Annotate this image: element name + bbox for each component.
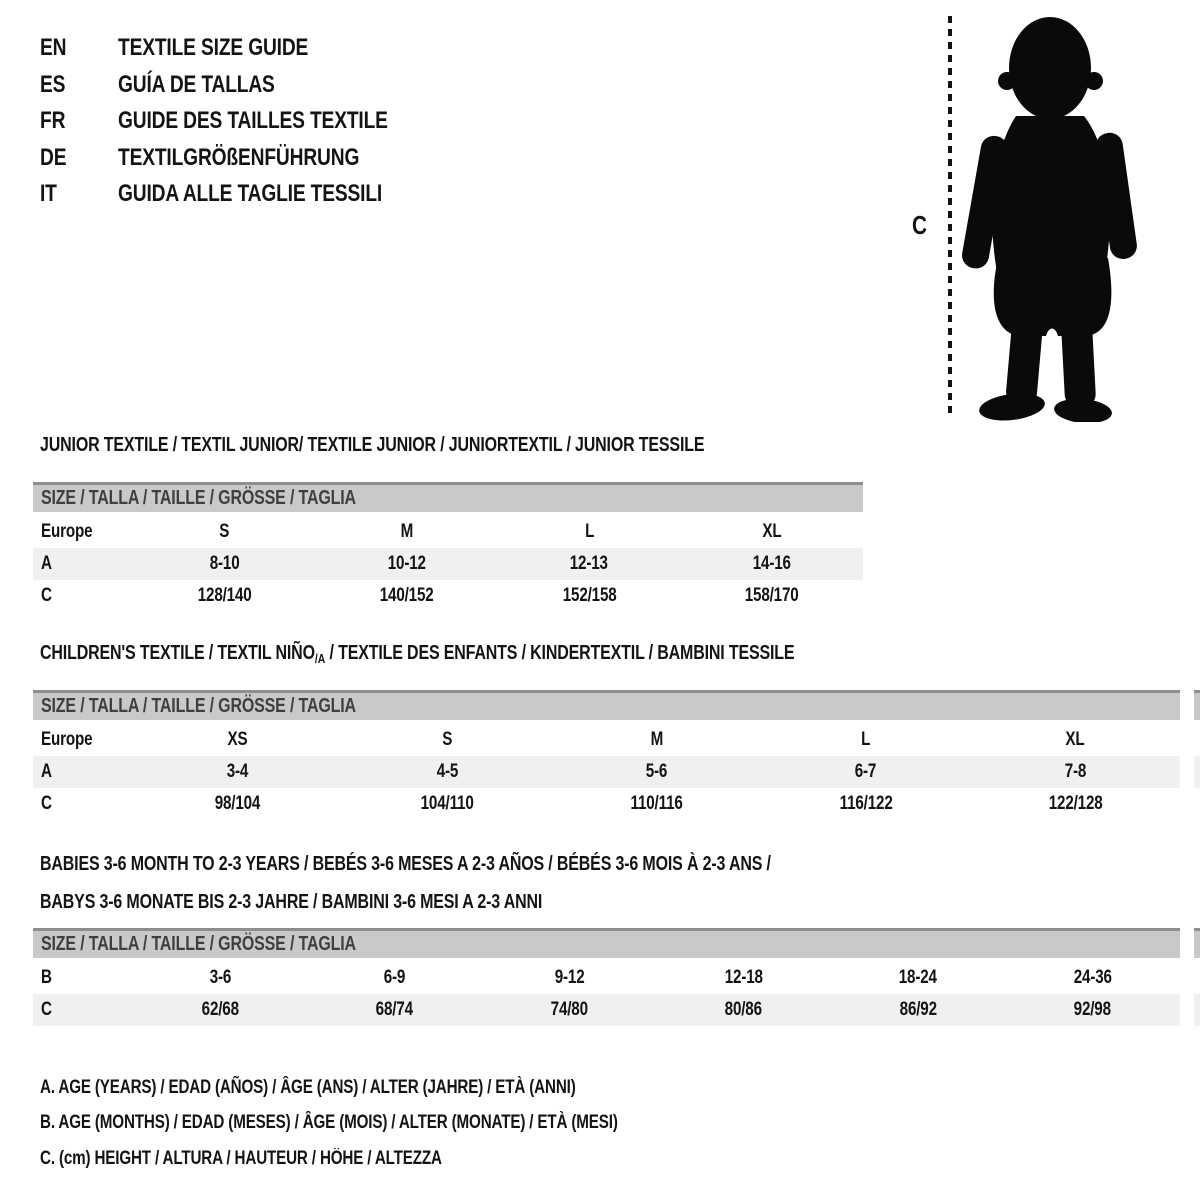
- age-cell: 12-13: [570, 553, 609, 574]
- size-cell: M: [650, 729, 663, 750]
- language-title: TEXTILE SIZE GUIDE: [118, 34, 309, 62]
- row-label: A: [41, 761, 52, 782]
- height-dashed-line: [948, 16, 952, 416]
- table-row-height: [33, 994, 1180, 1026]
- height-cell: 152/158: [562, 585, 617, 606]
- table-row-europe: [33, 516, 863, 548]
- age-cell: 5-6: [645, 761, 668, 782]
- language-title: GUIDA ALLE TAGLIE TESSILI: [118, 180, 383, 208]
- row-label: C: [41, 585, 52, 606]
- age-cell: 3-4: [226, 761, 249, 782]
- height-measure-label: C: [912, 210, 927, 240]
- height-cell: 62/68: [201, 999, 239, 1020]
- height-cell: 80/86: [725, 999, 763, 1020]
- months-cell: 24-36: [1073, 967, 1112, 988]
- section-title-babies: [40, 845, 954, 921]
- language-code: ES: [40, 70, 66, 98]
- height-cell: 98/104: [214, 793, 261, 814]
- height-cell: 116/122: [839, 793, 893, 814]
- language-row: [40, 103, 455, 140]
- babies-title-line2: BABYS 3-6 MONATE BIS 2-3 JAHRE / BAMBINI 3-6 MESI A 2-3 ANNI: [40, 891, 543, 913]
- section-title-junior: JUNIOR TEXTILE / TEXTIL JUNIOR/ TEXTILE JUNIOR / JUNIORTEXTIL / JUNIOR TESSILE: [40, 434, 705, 456]
- legend-age-years: A. AGE (YEARS) / EDAD (AÑOS) / ÂGE (ANS) / ALTER (JAHRE) / ETÀ (ANNI): [40, 1076, 576, 1098]
- table-row-age: [33, 756, 1180, 788]
- language-row: [40, 30, 455, 67]
- table-edge-sliver: [1194, 756, 1200, 788]
- row-label: B: [41, 967, 52, 988]
- language-row: [40, 67, 455, 104]
- row-label: C: [41, 999, 52, 1020]
- size-header-bar: SIZE / TALLA / TAILLE / GRÖSSE / TAGLIA: [33, 690, 1180, 720]
- row-label: Europe: [41, 521, 93, 542]
- age-cell: 4-5: [436, 761, 458, 782]
- language-title: GUÍA DE TALLAS: [118, 70, 275, 98]
- size-cell: XL: [1065, 729, 1085, 750]
- row-label: Europe: [41, 729, 93, 750]
- months-cell: 6-9: [384, 967, 406, 988]
- height-cell: 122/128: [1048, 793, 1103, 814]
- nino-a-subscript: /A: [314, 651, 326, 666]
- section-title-children: CHILDREN'S TEXTILE / TEXTIL $NIÑO_{/A}$ / TEXTILE DES ENFANTS / KINDERTEXTIL / BAMBINI TESSILE: [40, 642, 795, 666]
- language-code: FR: [40, 107, 66, 135]
- size-cell: S: [442, 729, 453, 750]
- size-cell: XS: [227, 729, 248, 750]
- height-cell: 158/170: [744, 585, 799, 606]
- height-cell: 128/140: [197, 585, 252, 606]
- height-cell: 68/74: [376, 999, 414, 1020]
- age-cell: 10-12: [387, 553, 426, 574]
- table-edge-sliver: [1194, 994, 1200, 1026]
- age-cell: 14-16: [752, 553, 791, 574]
- age-cell: 8-10: [209, 553, 240, 574]
- toddler-silhouette-icon: [962, 14, 1142, 422]
- height-cell: 110/116: [630, 793, 683, 814]
- size-table-junior: [33, 482, 863, 612]
- table-row-height: [33, 788, 1180, 820]
- height-cell: 74/80: [550, 999, 588, 1020]
- table-edge-sliver: [1194, 690, 1200, 720]
- age-cell: 7-8: [1064, 761, 1087, 782]
- language-title: TEXTILGRÖßENFÜHRUNG: [118, 143, 360, 171]
- months-cell: 18-24: [899, 967, 938, 988]
- language-code: IT: [40, 180, 57, 208]
- height-cell: 92/98: [1074, 999, 1112, 1020]
- table-row-europe: [33, 724, 1180, 756]
- row-label: C: [41, 793, 52, 814]
- table-edge-sliver: [1194, 928, 1200, 958]
- age-cell: 6-7: [855, 761, 877, 782]
- table-row-months: [33, 962, 1180, 994]
- measure-legend: [40, 1070, 762, 1177]
- months-cell: 9-12: [554, 967, 585, 988]
- table-row-height: [33, 580, 863, 612]
- language-title: GUIDE DES TAILLES TEXTILE: [118, 107, 388, 135]
- size-header-bar: SIZE / TALLA / TAILLE / GRÖSSE / TAGLIA: [33, 482, 863, 512]
- height-cell: 104/110: [420, 793, 474, 814]
- size-cell: L: [861, 729, 871, 750]
- language-row: [40, 140, 455, 177]
- babies-title-line1: BABIES 3-6 MONTH TO 2-3 YEARS / BEBÉS 3-6 MESES A 2-3 AÑOS / BÉBÉS 3-6 MOIS À 2-3 ANS /: [40, 853, 771, 875]
- size-cell: L: [584, 521, 594, 542]
- language-code: DE: [40, 143, 67, 171]
- size-table-children: [33, 690, 1180, 820]
- row-label: A: [41, 553, 52, 574]
- size-header-bar: SIZE / TALLA / TAILLE / GRÖSSE / TAGLIA: [33, 928, 1180, 958]
- legend-height-cm: C. (cm) HEIGHT / ALTURA / HAUTEUR / HÖHE / ALTEZZA: [40, 1147, 442, 1169]
- language-code: EN: [40, 34, 67, 62]
- months-cell: 12-18: [724, 967, 763, 988]
- table-row-age: [33, 548, 863, 580]
- size-cell: S: [219, 521, 230, 542]
- size-cell: M: [400, 521, 413, 542]
- size-table-babies: [33, 928, 1180, 1026]
- height-cell: 140/152: [379, 585, 434, 606]
- language-row: [40, 176, 455, 213]
- size-cell: XL: [762, 521, 782, 542]
- language-title-list: [40, 30, 455, 213]
- legend-age-months: B. AGE (MONTHS) / EDAD (MESES) / ÂGE (MOIS) / ALTER (MONATE) / ETÀ (MESI): [40, 1112, 618, 1134]
- height-cell: 86/92: [899, 999, 937, 1020]
- months-cell: 3-6: [209, 967, 231, 988]
